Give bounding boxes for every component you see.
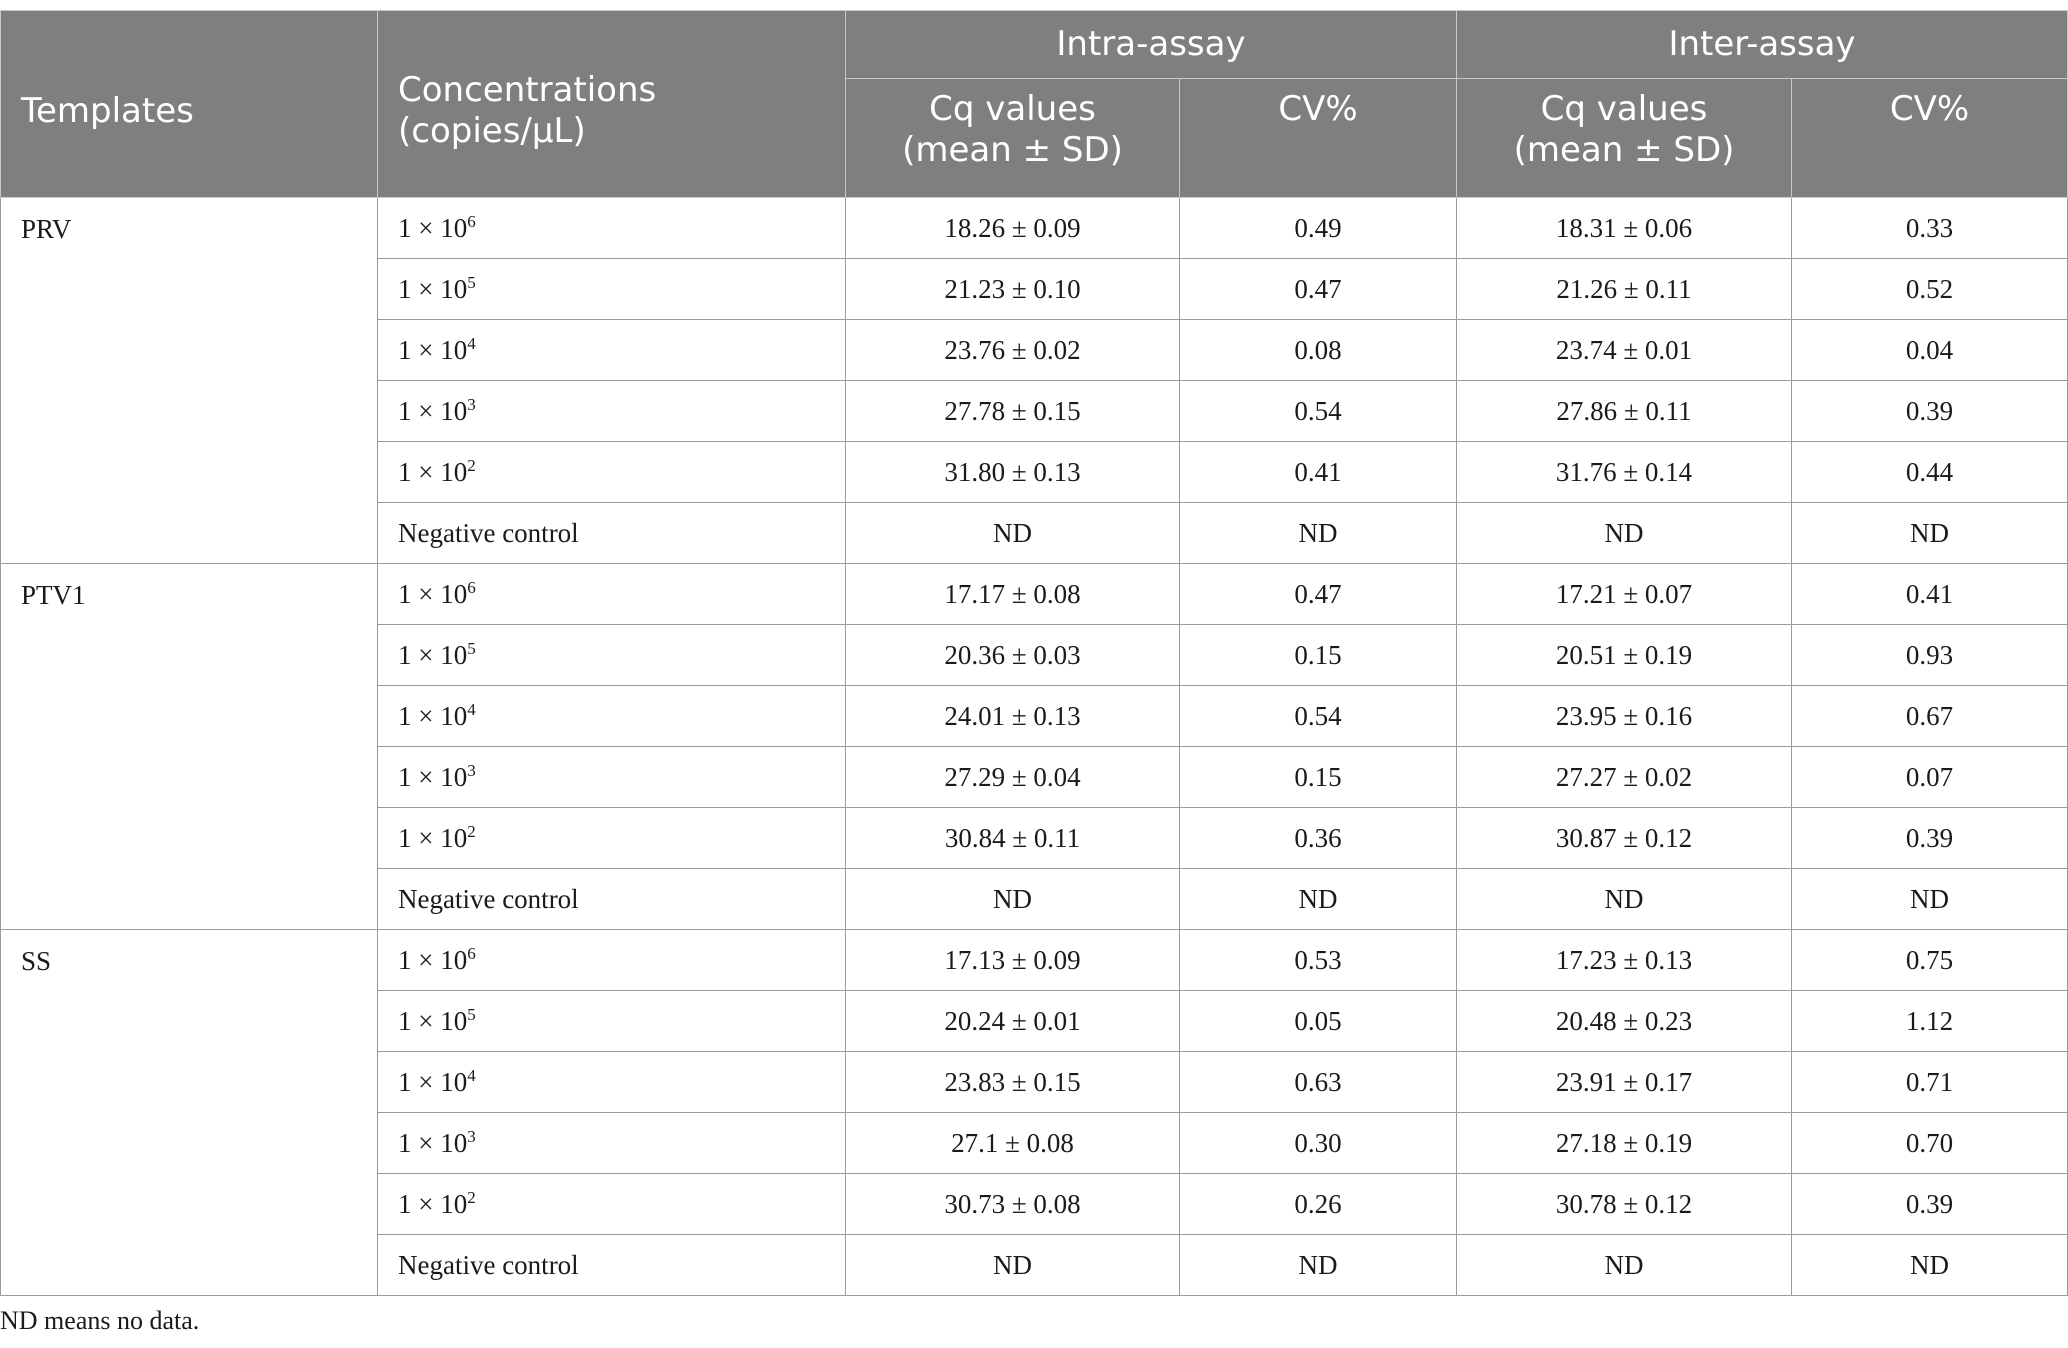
inter-cq-cell: ND bbox=[1457, 503, 1792, 564]
header-templates: Templates bbox=[1, 11, 378, 198]
inter-cv-cell: 0.44 bbox=[1792, 442, 2068, 503]
inter-cv-cell: 0.67 bbox=[1792, 686, 2068, 747]
concentration-base: 1 × 10 bbox=[398, 1127, 468, 1158]
concentration-cell bbox=[378, 686, 846, 747]
inter-cq-cell: 30.78 ± 0.12 bbox=[1457, 1174, 1792, 1235]
concentration-cell bbox=[378, 1235, 846, 1296]
header-inter-assay: Inter-assay bbox=[1457, 11, 2068, 79]
intra-cq-cell: 18.26 ± 0.09 bbox=[846, 198, 1180, 259]
inter-cv-cell: 0.52 bbox=[1792, 259, 2068, 320]
template-name: PTV1 bbox=[1, 564, 378, 930]
concentration-base: 1 × 10 bbox=[398, 1005, 468, 1036]
intra-cv-cell: 0.49 bbox=[1180, 198, 1457, 259]
concentration-exponent: 5 bbox=[467, 1004, 476, 1024]
inter-cv-cell: 0.39 bbox=[1792, 381, 2068, 442]
concentration-exponent: 3 bbox=[467, 760, 476, 780]
concentration-cell bbox=[378, 564, 846, 625]
header-concentrations-line2: (copies/μL) bbox=[398, 111, 586, 151]
concentration-cell bbox=[378, 1113, 846, 1174]
intra-cv-cell: 0.15 bbox=[1180, 625, 1457, 686]
inter-cv-cell: 0.39 bbox=[1792, 1174, 2068, 1235]
concentration-base: 1 × 10 bbox=[398, 1066, 468, 1097]
intra-cq-cell: 17.13 ± 0.09 bbox=[846, 930, 1180, 991]
concentration-cell bbox=[378, 747, 846, 808]
table-body bbox=[1, 198, 2068, 1296]
intra-cq-cell: 30.73 ± 0.08 bbox=[846, 1174, 1180, 1235]
inter-cq-cell: 31.76 ± 0.14 bbox=[1457, 442, 1792, 503]
intra-cv-cell: 0.41 bbox=[1180, 442, 1457, 503]
intra-cq-cell: 30.84 ± 0.11 bbox=[846, 808, 1180, 869]
intra-cq-cell: 31.80 ± 0.13 bbox=[846, 442, 1180, 503]
table-footnote: ND means no data. bbox=[0, 1306, 200, 1335]
intra-cv-cell: ND bbox=[1180, 503, 1457, 564]
table-row bbox=[1, 930, 2068, 991]
concentration-exponent: 4 bbox=[467, 1065, 476, 1085]
concentration-cell bbox=[378, 991, 846, 1052]
concentration-exponent: 5 bbox=[467, 272, 476, 292]
assay-results-table bbox=[0, 10, 2068, 1296]
concentration-exponent: 4 bbox=[467, 333, 476, 353]
intra-cq-cell: 27.1 ± 0.08 bbox=[846, 1113, 1180, 1174]
intra-cq-cell: 20.24 ± 0.01 bbox=[846, 991, 1180, 1052]
intra-cq-cell: 23.83 ± 0.15 bbox=[846, 1052, 1180, 1113]
intra-cv-cell: ND bbox=[1180, 869, 1457, 930]
concentration-base: 1 × 10 bbox=[398, 578, 468, 609]
concentration-base: Negative control bbox=[398, 517, 579, 548]
inter-cq-cell: ND bbox=[1457, 869, 1792, 930]
concentration-base: 1 × 10 bbox=[398, 212, 468, 243]
header-intra-cv: CV% bbox=[1180, 79, 1457, 198]
inter-cv-cell: ND bbox=[1792, 1235, 2068, 1296]
concentration-cell bbox=[378, 381, 846, 442]
concentration-exponent: 2 bbox=[467, 821, 476, 841]
header-inter-cv: CV% bbox=[1792, 79, 2068, 198]
inter-cq-cell: 27.18 ± 0.19 bbox=[1457, 1113, 1792, 1174]
concentration-base: Negative control bbox=[398, 1249, 579, 1280]
intra-cv-cell: 0.47 bbox=[1180, 564, 1457, 625]
intra-cv-cell: 0.63 bbox=[1180, 1052, 1457, 1113]
intra-cq-cell: 20.36 ± 0.03 bbox=[846, 625, 1180, 686]
concentration-base: 1 × 10 bbox=[398, 761, 468, 792]
inter-cv-cell: 1.12 bbox=[1792, 991, 2068, 1052]
concentration-base: 1 × 10 bbox=[398, 334, 468, 365]
inter-cq-cell: 20.48 ± 0.23 bbox=[1457, 991, 1792, 1052]
inter-cq-cell: 17.23 ± 0.13 bbox=[1457, 930, 1792, 991]
inter-cq-cell: 23.95 ± 0.16 bbox=[1457, 686, 1792, 747]
header-inter-cq-line2: (mean ± SD) bbox=[1513, 130, 1735, 170]
inter-cv-cell: 0.39 bbox=[1792, 808, 2068, 869]
concentration-base: 1 × 10 bbox=[398, 944, 468, 975]
concentration-base: 1 × 10 bbox=[398, 700, 468, 731]
intra-cq-cell: ND bbox=[846, 869, 1180, 930]
inter-cv-cell: 0.07 bbox=[1792, 747, 2068, 808]
intra-cv-cell: 0.05 bbox=[1180, 991, 1457, 1052]
intra-cv-cell: 0.54 bbox=[1180, 686, 1457, 747]
intra-cv-cell: 0.15 bbox=[1180, 747, 1457, 808]
inter-cq-cell: 20.51 ± 0.19 bbox=[1457, 625, 1792, 686]
table-row bbox=[1, 564, 2068, 625]
intra-cq-cell: 17.17 ± 0.08 bbox=[846, 564, 1180, 625]
intra-cq-cell: 24.01 ± 0.13 bbox=[846, 686, 1180, 747]
inter-cq-cell: 23.91 ± 0.17 bbox=[1457, 1052, 1792, 1113]
intra-cv-cell: 0.36 bbox=[1180, 808, 1457, 869]
concentration-base: 1 × 10 bbox=[398, 456, 468, 487]
header-intra-cq-line1: Cq values bbox=[929, 89, 1096, 129]
concentration-cell bbox=[378, 198, 846, 259]
concentration-base: 1 × 10 bbox=[398, 273, 468, 304]
concentration-cell bbox=[378, 1174, 846, 1235]
intra-cv-cell: 0.26 bbox=[1180, 1174, 1457, 1235]
inter-cv-cell: 0.70 bbox=[1792, 1113, 2068, 1174]
template-name: PRV bbox=[1, 198, 378, 564]
concentration-exponent: 6 bbox=[467, 577, 476, 597]
inter-cv-cell: ND bbox=[1792, 503, 2068, 564]
concentration-cell bbox=[378, 320, 846, 381]
inter-cq-cell: 27.86 ± 0.11 bbox=[1457, 381, 1792, 442]
table-header bbox=[1, 11, 2068, 198]
inter-cq-cell: 17.21 ± 0.07 bbox=[1457, 564, 1792, 625]
header-concentrations-line1: Concentrations bbox=[398, 70, 657, 110]
inter-cv-cell: 0.71 bbox=[1792, 1052, 2068, 1113]
concentration-exponent: 2 bbox=[467, 455, 476, 475]
concentration-cell bbox=[378, 869, 846, 930]
concentration-base: 1 × 10 bbox=[398, 395, 468, 426]
template-name: SS bbox=[1, 930, 378, 1296]
intra-cv-cell: 0.47 bbox=[1180, 259, 1457, 320]
concentration-cell bbox=[378, 1052, 846, 1113]
inter-cv-cell: 0.33 bbox=[1792, 198, 2068, 259]
concentration-base: Negative control bbox=[398, 883, 579, 914]
concentration-exponent: 2 bbox=[467, 1187, 476, 1207]
intra-cq-cell: 23.76 ± 0.02 bbox=[846, 320, 1180, 381]
intra-cq-cell: ND bbox=[846, 1235, 1180, 1296]
intra-cq-cell: 27.29 ± 0.04 bbox=[846, 747, 1180, 808]
concentration-exponent: 5 bbox=[467, 638, 476, 658]
intra-cv-cell: 0.08 bbox=[1180, 320, 1457, 381]
intra-cq-cell: 27.78 ± 0.15 bbox=[846, 381, 1180, 442]
concentration-cell bbox=[378, 259, 846, 320]
concentration-base: 1 × 10 bbox=[398, 822, 468, 853]
concentration-cell bbox=[378, 625, 846, 686]
concentration-cell bbox=[378, 503, 846, 564]
header-intra-cq bbox=[846, 79, 1180, 198]
concentration-exponent: 4 bbox=[467, 699, 476, 719]
header-intra-cq-line2: (mean ± SD) bbox=[902, 130, 1123, 170]
inter-cv-cell: 0.75 bbox=[1792, 930, 2068, 991]
intra-cq-cell: ND bbox=[846, 503, 1180, 564]
intra-cv-cell: ND bbox=[1180, 1235, 1457, 1296]
header-inter-cq-line1: Cq values bbox=[1540, 89, 1708, 129]
inter-cq-cell: ND bbox=[1457, 1235, 1792, 1296]
inter-cv-cell: 0.04 bbox=[1792, 320, 2068, 381]
inter-cv-cell: 0.93 bbox=[1792, 625, 2068, 686]
intra-cq-cell: 21.23 ± 0.10 bbox=[846, 259, 1180, 320]
inter-cq-cell: 23.74 ± 0.01 bbox=[1457, 320, 1792, 381]
inter-cq-cell: 18.31 ± 0.06 bbox=[1457, 198, 1792, 259]
concentration-cell bbox=[378, 930, 846, 991]
concentration-exponent: 3 bbox=[467, 394, 476, 414]
intra-cv-cell: 0.53 bbox=[1180, 930, 1457, 991]
concentration-exponent: 6 bbox=[467, 211, 476, 231]
header-concentrations bbox=[378, 11, 846, 198]
inter-cq-cell: 30.87 ± 0.12 bbox=[1457, 808, 1792, 869]
concentration-cell bbox=[378, 808, 846, 869]
inter-cv-cell: ND bbox=[1792, 869, 2068, 930]
inter-cq-cell: 27.27 ± 0.02 bbox=[1457, 747, 1792, 808]
intra-cv-cell: 0.30 bbox=[1180, 1113, 1457, 1174]
inter-cv-cell: 0.41 bbox=[1792, 564, 2068, 625]
concentration-exponent: 3 bbox=[467, 1126, 476, 1146]
inter-cq-cell: 21.26 ± 0.11 bbox=[1457, 259, 1792, 320]
header-intra-assay: Intra-assay bbox=[846, 11, 1457, 79]
concentration-base: 1 × 10 bbox=[398, 1188, 468, 1219]
table-row bbox=[1, 198, 2068, 259]
concentration-cell bbox=[378, 442, 846, 503]
header-inter-cq bbox=[1457, 79, 1792, 198]
intra-cv-cell: 0.54 bbox=[1180, 381, 1457, 442]
concentration-base: 1 × 10 bbox=[398, 639, 468, 670]
concentration-exponent: 6 bbox=[467, 943, 476, 963]
